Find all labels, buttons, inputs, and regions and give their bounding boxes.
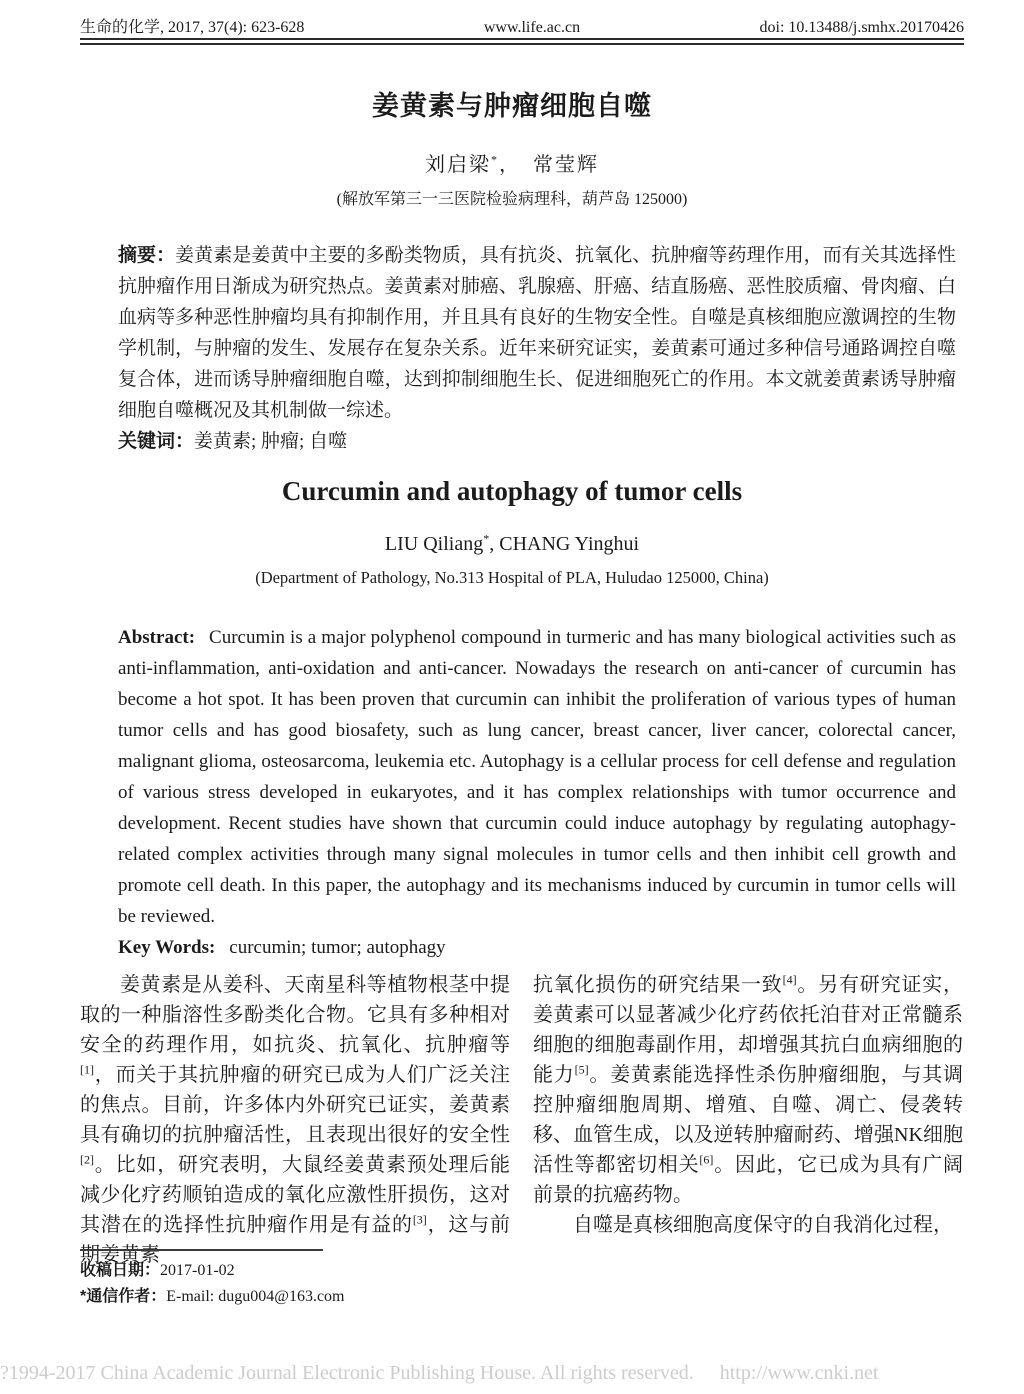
author-en-rest: , CHANG Yinghui xyxy=(489,533,640,555)
header-divider xyxy=(80,38,964,45)
body-paragraph: 姜黄素是从姜科、天南星科等植物根茎中提取的一种脂溶性多酚类化合物。它具有多种相对安全的药理作用，如抗炎、抗氧化、抗肿瘤等[1]，而关于其抗肿瘤的研究已成为人们广泛关注的焦点。目前，许多体内外研究已证实，姜黄素具有确切的抗肿瘤活性，且表现出很好的安全性[2]。比如，研究表明，大鼠经姜黄素预处理后能减少化疗药顺铂造成的氧化应激性肝损伤，这对其潜在的选择性抗肿瘤作用是有益的[3]，这与前期姜黄素 xyxy=(80,974,511,1266)
abstract-en-block xyxy=(118,622,956,963)
copyright-watermark xyxy=(0,1362,1024,1385)
keywords-zh-text: 姜黄素; 肿瘤; 自噬 xyxy=(194,431,348,452)
footnote-divider xyxy=(80,1249,323,1251)
keywords-zh xyxy=(118,426,956,457)
abstract-en-text: Curcumin is a major polyphenol compound in turmeric and has many biological activities such as anti-inflammation, anti-oxidation and anti-cancer. Nowadays the research on anti-cancer of curcumin has become a hot spot. It has been proven that curcumin can inhibit the proliferation of various types of human tumor cells and has good biosafety, such as lung cancer, breast cancer, liver cancer, colorectal cancer, malignant glioma, osteosarcoma, leukemia etc. Autophagy is a cellular process for cell defense and regulation of various stress developed in eukaryotes, and it has complex relationships with tumor occurrence and development. Recent studies have shown that curcumin could induce autophagy by regulating autophagy-related complex activities through many signal molecules in tumor cells and then inhibit cell growth and promote cell death. In this paper, the autophagy and its mechanisms induced by curcumin in tumor cells will be reviewed. xyxy=(118,627,956,927)
abstract-en xyxy=(118,622,956,932)
received-date-line xyxy=(80,1258,680,1284)
body-column-right xyxy=(533,970,963,1240)
article-title-en: Curcumin and autophagy of tumor cells xyxy=(281,476,743,506)
watermark-copyright-text: ?1994-2017 China Academic Journal Electronic Publishing House. All rights reserved. xyxy=(0,1362,694,1384)
article-title-zh: 姜黄素与肿瘤细胞自噬 xyxy=(372,91,652,121)
keywords-en-label: Key Words: xyxy=(118,937,216,958)
body-paragraph: 抗氧化损伤的研究结果一致[4]。另有研究证实，姜黄素可以显著减少化疗药依托泊苷对正常髓系细胞的细胞毒副作用，却增强其抗白血病细胞的能力[5]。姜黄素能选择性杀伤肿瘤细胞，与其调控肿瘤细胞周期、增殖、自噬、凋亡、侵袭转移、血管生成，以及逆转肿瘤耐药、增强NK细胞活性等都密切相关[6]。因此，它已成为具有广阔前景的抗癌药物。 xyxy=(533,972,964,1206)
abstract-zh-label: 摘要： xyxy=(118,245,176,266)
author-zh-first: 刘启梁 xyxy=(425,154,491,176)
keywords-en-text: curcumin; tumor; autophagy xyxy=(229,937,446,958)
keywords-en xyxy=(118,932,956,963)
received-date-label: 收稿日期： xyxy=(80,1262,161,1279)
author-zh-rest: ， 常莹辉 xyxy=(499,154,599,176)
corresponding-author-marker: * xyxy=(491,152,499,167)
authors-zh xyxy=(0,148,1024,177)
corresponding-author-line xyxy=(80,1284,680,1310)
journal-website: www.life.ac.cn xyxy=(483,19,581,36)
corresponding-author-email: E-mail: dugu004@163.com xyxy=(166,1288,345,1305)
affiliation-en: (Department of Pathology, No.313 Hospital of PLA, Huludao 125000, China) xyxy=(255,568,769,587)
corresponding-author-marker-en: * xyxy=(483,531,490,546)
body-column-left xyxy=(80,970,510,1270)
authors-en xyxy=(0,533,1024,556)
received-date-value: 2017-01-02 xyxy=(160,1262,235,1279)
doi-text: doi: 10.13488/j.smhx.20170426 xyxy=(759,19,964,36)
affiliation-zh: (解放军第三一三医院检验病理科，葫芦岛 125000) xyxy=(336,191,688,208)
abstract-en-label: Abstract: xyxy=(118,627,196,648)
abstract-zh-block xyxy=(118,240,956,457)
running-header xyxy=(80,14,964,37)
journal-citation: 生命的化学, 2017, 37(4): 623-628 xyxy=(80,19,305,36)
author-en-first: LIU Qiliang xyxy=(384,533,484,555)
watermark-url: http://www.cnki.net xyxy=(719,1362,879,1384)
body-paragraph: 自噬是真核细胞高度保守的自我消化过程， xyxy=(573,1214,953,1236)
footnote-block xyxy=(80,1258,680,1310)
keywords-zh-label: 关键词： xyxy=(118,431,195,452)
abstract-zh-text: 姜黄素是姜黄中主要的多酚类物质，具有抗炎、抗氧化、抗肿瘤等药理作用，而有关其选择性抗肿瘤作用日渐成为研究热点。姜黄素对肺癌、乳腺癌、肝癌、结直肠癌、恶性胶质瘤、骨肉瘤、白血病等多种恶性肿瘤均具有抑制作用，并且具有良好的生物安全性。自噬是真核细胞应激调控的生物学机制，与肿瘤的发生、发展存在复杂关系。近年来研究证实，姜黄素可通过多种信号通路调控自噬复合体，进而诱导肿瘤细胞自噬，达到抑制细胞生长、促进细胞死亡的作用。本文就姜黄素诱导肿瘤细胞自噬概况及其机制做一综述。 xyxy=(118,245,956,421)
abstract-zh xyxy=(118,240,956,426)
corresponding-author-label: *通信作者： xyxy=(80,1288,167,1305)
